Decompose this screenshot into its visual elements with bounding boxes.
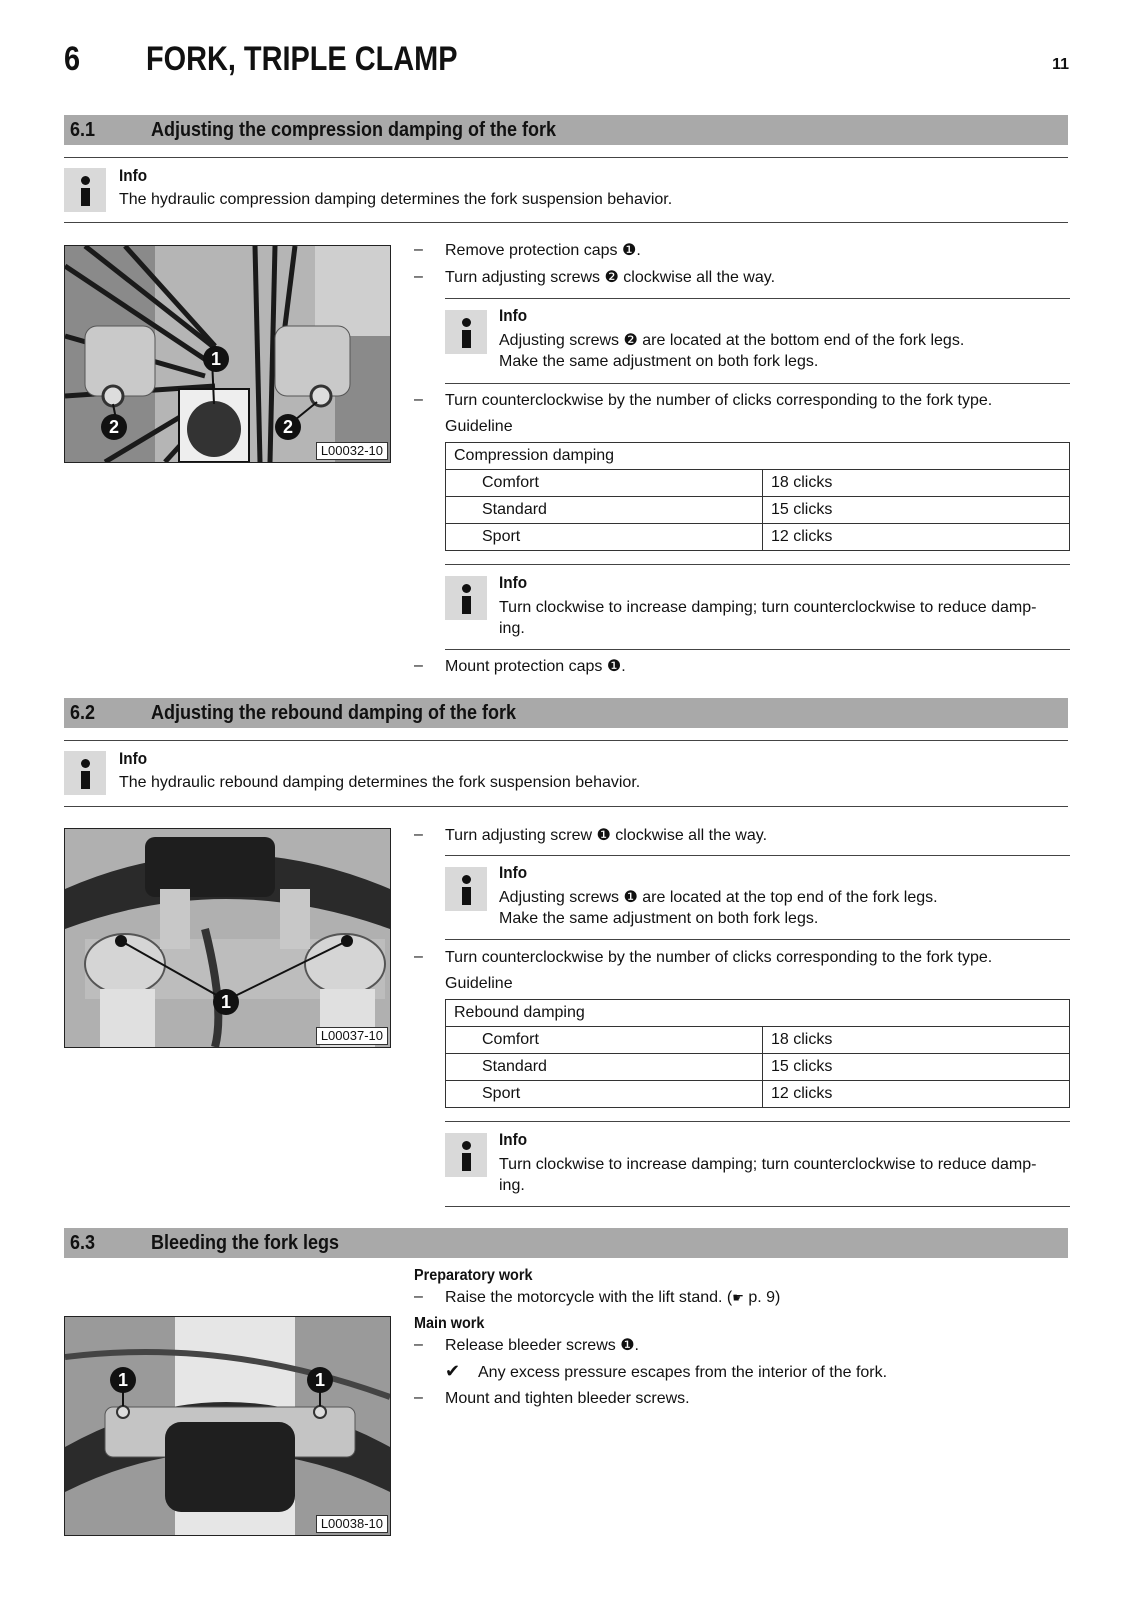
table-row xyxy=(446,470,1070,497)
info-icon xyxy=(445,576,487,620)
callout-2: 2 xyxy=(275,414,301,440)
step-dash: – xyxy=(414,1288,423,1305)
image-label: L00032-10 xyxy=(316,442,388,460)
table-cell-value: 18 clicks xyxy=(763,470,1070,497)
table-header: Compression damping xyxy=(446,443,1070,470)
info-text: Turn clockwise to increase damping; turn counterclockwise to reduce damp- xyxy=(499,1156,1037,1173)
step-dash: – xyxy=(414,826,423,843)
table-header-row xyxy=(446,443,1070,470)
info-text: The hydraulic compression damping determines the fork suspension behavior. xyxy=(119,191,673,208)
fork-bottom-photo xyxy=(64,245,391,463)
section-number: 6.2 xyxy=(70,702,96,724)
chapter-number: 6 xyxy=(64,40,81,78)
callout-1: 1 xyxy=(307,1367,333,1393)
info-text: Adjusting screws ❷ are located at the bottom end of the fork legs. xyxy=(499,332,965,349)
divider xyxy=(445,939,1070,940)
info-title: Info xyxy=(499,863,528,882)
callout-1: 1 xyxy=(213,989,239,1015)
divider xyxy=(64,222,1068,223)
rebound-damping-table xyxy=(445,999,1070,1108)
divider xyxy=(64,157,1068,158)
table-cell-value: 15 clicks xyxy=(763,1054,1070,1081)
divider xyxy=(445,1121,1070,1122)
table-cell-value: 15 clicks xyxy=(763,497,1070,524)
main-work-heading: Main work xyxy=(414,1315,485,1332)
table-row xyxy=(446,1081,1070,1108)
step-text: Mount and tighten bleeder screws. xyxy=(445,1390,690,1407)
info-icon xyxy=(64,751,106,795)
guideline-label: Guideline xyxy=(445,975,513,992)
divider xyxy=(445,564,1070,565)
step-text: Turn adjusting screw ❶ clockwise all the way. xyxy=(445,827,768,844)
page-reference-link[interactable]: p. 9) xyxy=(748,1289,781,1306)
section-header-6-1 xyxy=(64,115,1068,145)
info-title: Info xyxy=(499,1130,528,1149)
image-label: L00037-10 xyxy=(316,1027,388,1045)
section-header-6-3 xyxy=(64,1228,1068,1258)
callout-1: 1 xyxy=(110,1367,136,1393)
divider xyxy=(64,806,1068,807)
image-label: L00038-10 xyxy=(316,1515,388,1533)
table-cell-type: Comfort xyxy=(446,470,763,497)
table-cell-type: Standard xyxy=(446,497,763,524)
compression-damping-table xyxy=(445,442,1070,551)
divider xyxy=(64,740,1068,741)
table-cell-type: Sport xyxy=(446,1081,763,1108)
callout-1: 1 xyxy=(203,346,229,372)
step-dash: – xyxy=(414,391,423,408)
info-text: ing. xyxy=(499,620,525,637)
table-header: Rebound damping xyxy=(446,1000,1070,1027)
section-title: Adjusting the rebound damping of the fork xyxy=(151,702,516,724)
table-cell-type: Comfort xyxy=(446,1027,763,1054)
step-dash: – xyxy=(414,1336,423,1353)
preparatory-step xyxy=(445,1288,780,1308)
bleeder-screws-photo xyxy=(64,1316,391,1536)
table-cell-value: 18 clicks xyxy=(763,1027,1070,1054)
info-title: Info xyxy=(119,166,148,185)
step-dash: – xyxy=(414,241,423,258)
table-row xyxy=(446,1027,1070,1054)
divider xyxy=(445,1206,1070,1207)
step-text: Remove protection caps ❶. xyxy=(445,242,641,259)
table-cell-type: Standard xyxy=(446,1054,763,1081)
info-title: Info xyxy=(499,306,528,325)
info-icon xyxy=(445,1133,487,1177)
table-row xyxy=(446,524,1070,551)
divider xyxy=(445,383,1070,384)
info-text: Make the same adjustment on both fork legs. xyxy=(499,910,819,927)
table-row xyxy=(446,497,1070,524)
fork-top-photo xyxy=(64,828,391,1048)
table-cell-value: 12 clicks xyxy=(763,524,1070,551)
step-text: Raise the motorcycle with the lift stand. ( xyxy=(445,1289,733,1306)
info-title: Info xyxy=(499,573,528,592)
section-number: 6.3 xyxy=(70,1232,96,1254)
checkmark-icon: ✔ xyxy=(445,1361,461,1381)
info-text: The hydraulic rebound damping determines the fork suspension behavior. xyxy=(119,774,641,791)
divider xyxy=(445,298,1070,299)
step-text: Release bleeder screws ❶. xyxy=(445,1337,639,1354)
preparatory-heading: Preparatory work xyxy=(414,1267,533,1284)
info-text: Make the same adjustment on both fork legs. xyxy=(499,353,819,370)
step-dash: – xyxy=(414,948,423,965)
info-text: Turn clockwise to increase damping; turn counterclockwise to reduce damp- xyxy=(499,599,1037,616)
step-text: Turn counterclockwise by the number of clicks corresponding to the fork type. xyxy=(445,392,993,409)
page-number: 11 xyxy=(1052,56,1069,73)
section-number: 6.1 xyxy=(70,119,96,141)
info-text: ing. xyxy=(499,1177,525,1194)
table-cell-value: 12 clicks xyxy=(763,1081,1070,1108)
section-title: Adjusting the compression damping of the fork xyxy=(151,119,557,141)
step-dash: – xyxy=(414,268,423,285)
divider xyxy=(445,649,1070,650)
info-icon xyxy=(445,310,487,354)
step-dash: – xyxy=(414,1389,423,1406)
info-icon xyxy=(445,867,487,911)
section-header-6-2 xyxy=(64,698,1068,728)
table-header-row xyxy=(446,1000,1070,1027)
callout-2: 2 xyxy=(101,414,127,440)
table-cell-type: Sport xyxy=(446,524,763,551)
step-text: Turn counterclockwise by the number of clicks corresponding to the fork type. xyxy=(445,949,993,966)
result-text: Any excess pressure escapes from the interior of the fork. xyxy=(478,1364,888,1381)
info-text: Adjusting screws ❶ are located at the top end of the fork legs. xyxy=(499,889,938,906)
info-icon xyxy=(64,168,106,212)
chapter-title: FORK, TRIPLE CLAMP xyxy=(146,40,458,78)
page-reference-icon[interactable]: ☛ xyxy=(732,1290,744,1305)
info-title: Info xyxy=(119,749,148,768)
table-row xyxy=(446,1054,1070,1081)
guideline-label: Guideline xyxy=(445,418,513,435)
step-text: Turn adjusting screws ❷ clockwise all the way. xyxy=(445,269,776,286)
step-text: Mount protection caps ❶. xyxy=(445,658,626,675)
step-dash: – xyxy=(414,657,423,674)
divider xyxy=(445,855,1070,856)
section-title: Bleeding the fork legs xyxy=(151,1232,340,1254)
